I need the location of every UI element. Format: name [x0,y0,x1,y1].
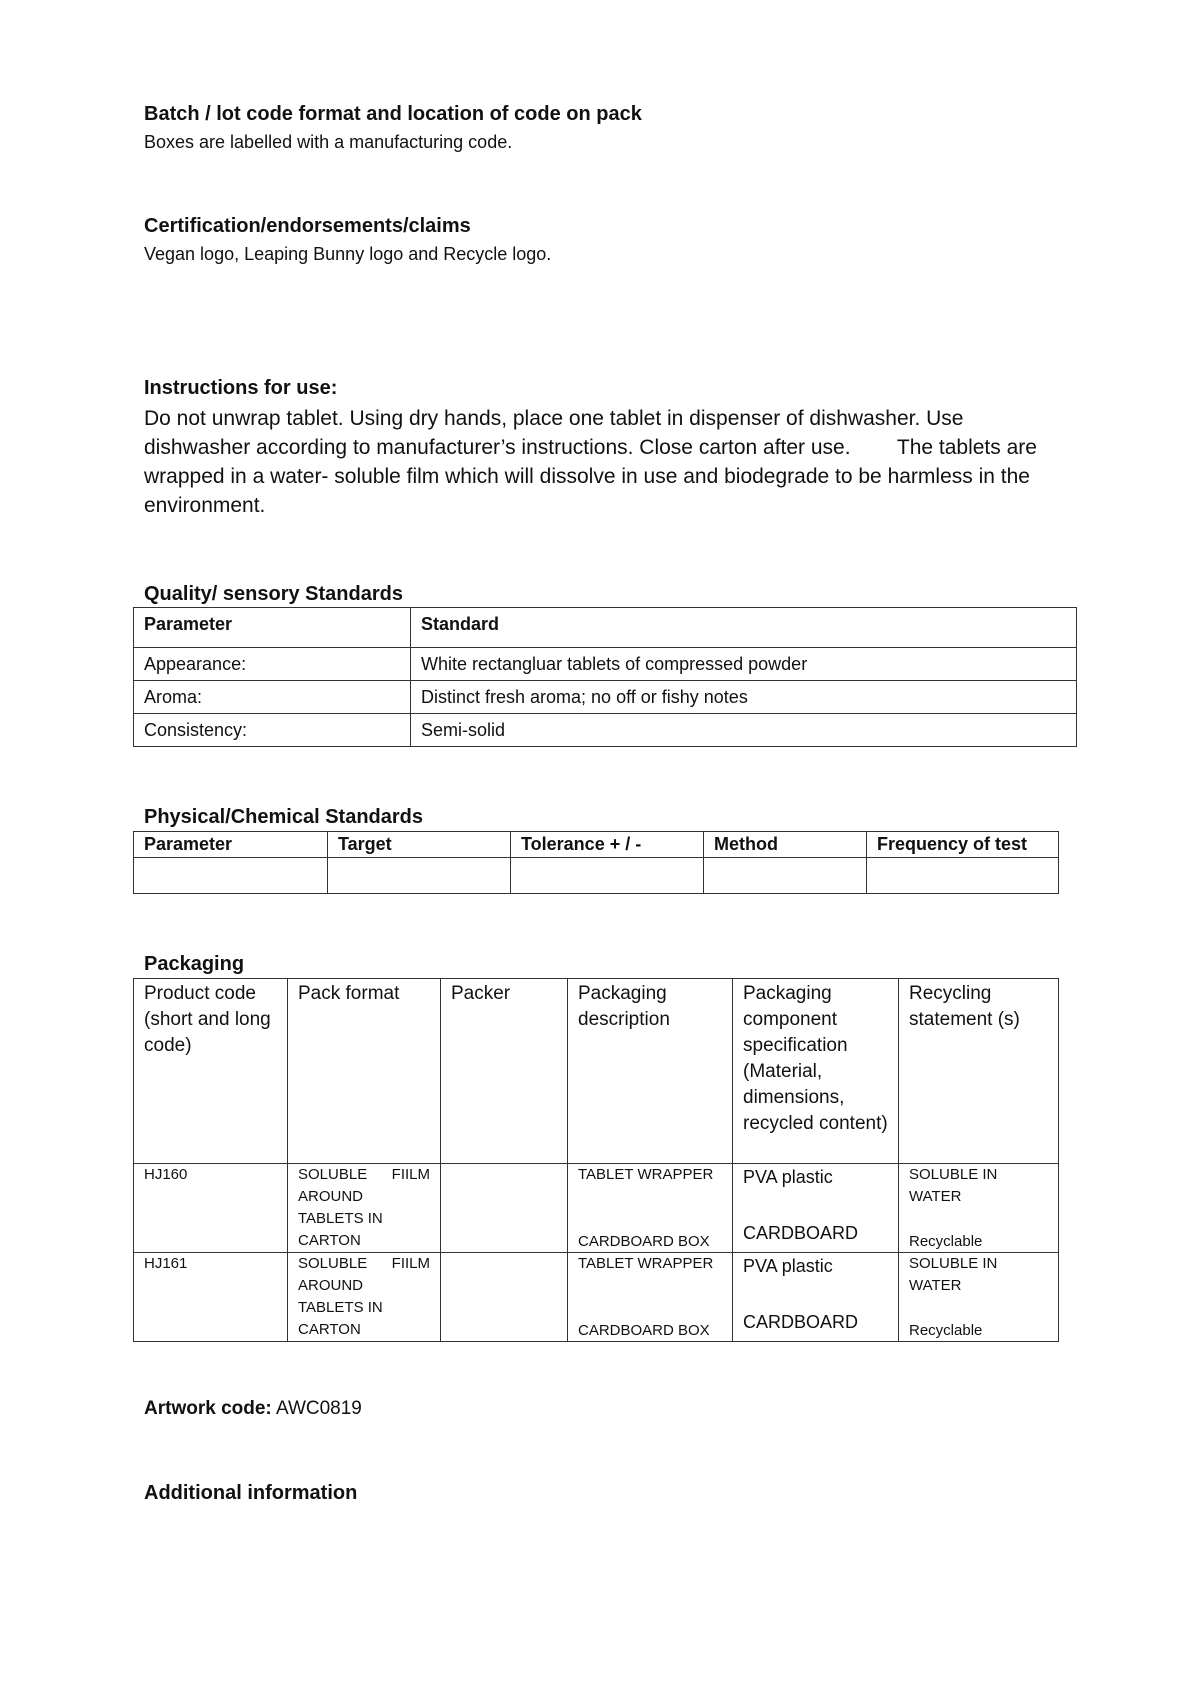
col-parameter: Parameter [134,608,411,648]
physical-parameter [134,858,328,894]
table-row [134,858,1059,894]
packaging-header-row [134,979,1059,1164]
recycling-bottom: Recyclable [909,1322,983,1339]
recycling-top: SOLUBLE IN WATER [909,1255,998,1294]
pack-format-rest: AROUND TABLETS IN CARTON [298,1277,383,1338]
quality-header-row [134,608,1077,648]
description-top: TABLET WRAPPER [578,1166,714,1183]
col-component-specification: Packaging component specification (Material, dimensions, recycled content) [733,979,899,1164]
table-row [134,1164,1059,1253]
additional-info-heading: Additional information [144,1482,358,1504]
instructions-heading: Instructions for use: [144,377,338,399]
col-packaging-description: Packaging description [568,979,733,1164]
spec-top: PVA plastic [743,1256,833,1276]
col-tolerance: Tolerance + / - [511,832,704,858]
artwork-code-label: Artwork code: [144,1398,272,1419]
col-target: Target [328,832,511,858]
spec-bottom: CARDBOARD [743,1223,859,1243]
pack-format [288,1164,441,1253]
physical-table [133,831,1059,894]
physical-target [328,858,511,894]
pack-format-rest: AROUND TABLETS IN CARTON [298,1188,383,1249]
col-pack-format: Pack format [288,979,441,1164]
quality-parameter: Consistency: [134,714,411,747]
instructions-text: Do not unwrap tablet. Using dry hands, place one tablet in dispenser of dishwasher. Use dishwasher according to manufacturer’s instructions. Close carton after use. The tablets are wrapped in a water- soluble film which will dissolve in use and biodegrade to be harmless in the environment. [144,407,1037,517]
component-specification [733,1164,899,1253]
description-bottom: CARDBOARD BOX [578,1322,710,1339]
batch-heading: Batch / lot code format and location of code on pack [144,103,642,125]
artwork-code-line [144,1398,362,1420]
description-top: TABLET WRAPPER [578,1255,714,1272]
table-row [134,714,1077,747]
quality-parameter: Aroma: [134,681,411,714]
recycling-statement [899,1253,1059,1342]
certification-text: Vegan logo, Leaping Bunny logo and Recycle logo. [144,244,552,264]
packer [441,1164,568,1253]
col-method: Method [704,832,867,858]
col-parameter: Parameter [134,832,328,858]
product-code: HJ160 [134,1164,288,1253]
pack-format [288,1253,441,1342]
component-specification [733,1253,899,1342]
col-packer: Packer [441,979,568,1164]
col-recycling-statement: Recycling statement (s) [899,979,1059,1164]
description-bottom: CARDBOARD BOX [578,1233,710,1250]
product-code: HJ161 [134,1253,288,1342]
artwork-code-value: AWC0819 [275,1398,362,1419]
physical-method [704,858,867,894]
quality-standard: White rectangluar tablets of compressed powder [411,648,1077,681]
physical-header-row [134,832,1059,858]
spec-top: PVA plastic [743,1167,833,1187]
recycling-bottom: Recyclable [909,1233,983,1250]
table-row [134,648,1077,681]
recycling-statement [899,1164,1059,1253]
batch-text: Boxes are labelled with a manufacturing code. [144,132,513,152]
physical-heading: Physical/Chemical Standards [144,806,424,828]
quality-parameter: Appearance: [134,648,411,681]
quality-table [133,607,1077,747]
spec-bottom: CARDBOARD [743,1312,859,1332]
packer [441,1253,568,1342]
col-product-code: Product code (short and long code) [134,979,288,1164]
packaging-table [133,978,1059,1342]
packaging-description [568,1253,733,1342]
col-standard: Standard [411,608,1077,648]
table-row [134,1253,1059,1342]
packaging-description [568,1164,733,1253]
recycling-top: SOLUBLE IN WATER [909,1166,998,1205]
quality-standard: Distinct fresh aroma; no off or fishy notes [411,681,1077,714]
col-frequency: Frequency of test [867,832,1059,858]
packaging-heading: Packaging [144,953,245,975]
pack-format-line1: SOLUBLE FIILM [298,1166,430,1183]
table-row [134,681,1077,714]
quality-heading: Quality/ sensory Standards [144,583,403,605]
certification-heading: Certification/endorsements/claims [144,215,471,237]
physical-tolerance [511,858,704,894]
physical-frequency [867,858,1059,894]
quality-standard: Semi-solid [411,714,1077,747]
pack-format-line1: SOLUBLE FIILM [298,1255,430,1272]
